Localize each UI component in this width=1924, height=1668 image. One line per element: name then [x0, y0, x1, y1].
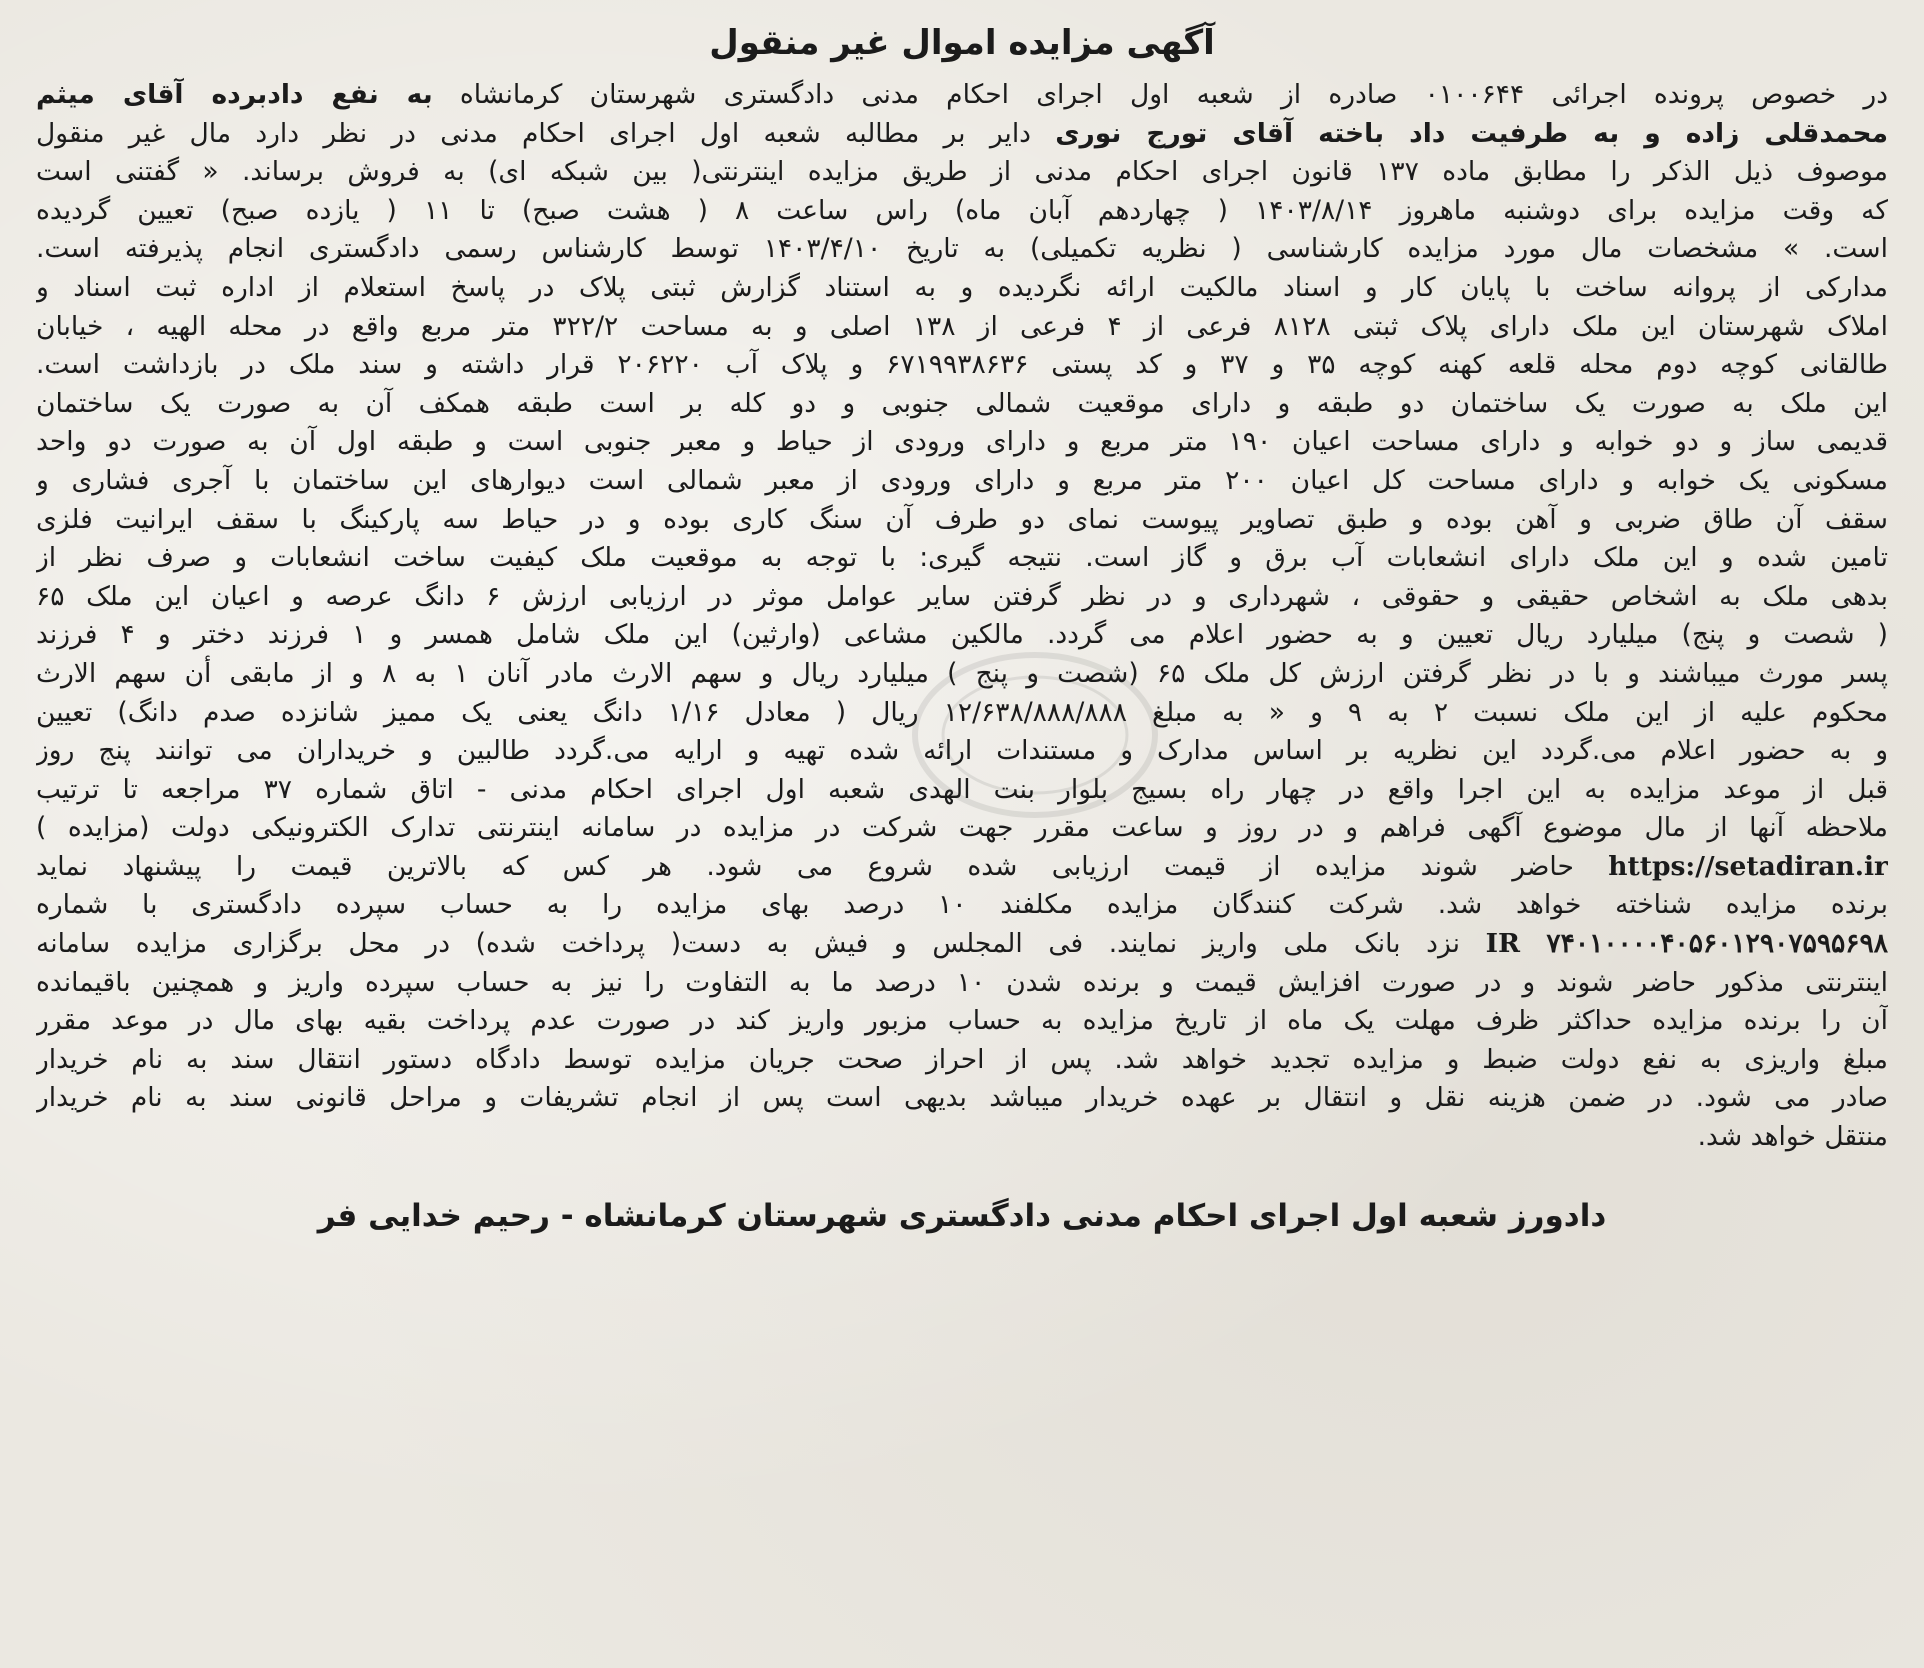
body-line-25: آن را برنده مزایده حداکثر ظرف مهلت یک ماه از تاریخ مزایده به حساب مزبور واریز کند در صورت عدم پرداخت بقیه بهای مال در موعد مقرر: [36, 1005, 1888, 1037]
body-line-21: https://setadiran.ir حاضر شوند مزایده از قیمت ارزیابی شده شروع می شود. هر کس که بالاترین قیمت را پیشنهاد نماید: [36, 850, 1888, 882]
body-line-3: موصوف ذیل الذکر را مطابق ماده ۱۳۷ قانون اجرای احکام مدنی از طریق مزایده اینترنتی( بین شبکه ای) به فروش برساند. « گفتنی است: [36, 156, 1888, 188]
body-line-11: مسکونی یک خوابه و دارای مساحت کل اعیان ۲۰۰ متر مربع و دارای ورودی از معبر شمالی است دیوارهای این ساختمان با آجری فشاری و: [36, 464, 1888, 496]
body-line-2: محمدقلی زاده و به طرفیت داد باخته آقای تورج نوری دایر بر مطالبه شعبه اول اجرای احکام مدنی در نظر دارد مال غیر منقول: [36, 117, 1888, 149]
body-line-18: و به حضور اعلام می.گردد این نظریه بر اساس مدارک و مستندات ارائه شده تهیه و ارایه می.گردد طالبین و خریداران می توانند پنج روز: [36, 735, 1888, 767]
body-line-16: پسر مورث میباشند و با در نظر گرفتن ارزش کل ملک ۶۵ (شصت و پنج ) میلیارد ریال و سهم الارث مادر آنان ۱ به ۸ و از مابقی أن سهم الارث: [36, 657, 1888, 689]
notice-body: [36, 76, 1888, 1157]
body-line-7: املاک شهرستان این ملک دارای پلاک ثبتی ۸۱۲۸ فرعی از ۴ فرعی از ۱۳۸ اصلی و به مساحت ۳۲۲/۲ متر مربع واقع در محله الهیه ، خیابان: [36, 310, 1888, 342]
body-line-13: تامین شده و این ملک دارای انشعابات آب برق و گاز است. نتیجه گیری: با توجه به موقعیت ملک کیفیت ساخت انشعابات و صرف نظر از: [36, 542, 1888, 574]
body-line-27: صادر می شود. در ضمن هزینه نقل و انتقال بر عهده خریدار میباشد بدیهی است پس از انجام تشریفات و مراحل قانونی سند به نام خریدار: [36, 1082, 1888, 1114]
auction-notice: [36, 14, 1888, 1241]
notice-signature: دادورز شعبه اول اجرای احکام مدنی دادگستری شهرستان کرمانشاه - رحیم خدایی فر: [317, 1197, 1607, 1234]
notice-title: آگهی مزایده اموال غیر منقول: [709, 23, 1215, 63]
body-line-23: IR ۷۴۰۱۰۰۰۰۴۰۵۶۰۱۲۹۰۷۵۹۵۶۹۸ نزد بانک ملی واریز نمایند. فی المجلس و فیش به دست( پرداخت شده) در محل برگزاری مزایده سامانه: [36, 928, 1888, 960]
body-line-8: طالقانی کوچه دوم محله قلعه کهنه کوچه ۳۵ و ۳۷ و کد پستی ۶۷۱۹۹۳۸۶۳۶ و پلاک آب ۲۰۶۲۲۰ قرار داشته و سند ملک در بازداشت است.: [36, 349, 1888, 381]
body-line-14: بدهی ملک به اشخاص حقیقی و حقوقی ، شهرداری و در نظر گرفتن سایر عوامل موثر در ارزیابی ارزش ۶ دانگ عرصه و اعیان این ملک ۶۵: [36, 580, 1888, 612]
body-line-12: سقف آن طاق ضربی و آهن بوده و طبق تصاویر پیوست نمای دو طرف آن سنگ کاری بوده و در حیاط سه پارکینگ با سقف ایرانیت فلزی: [36, 503, 1888, 535]
bank-account-number: IR ۷۴۰۱۰۰۰۰۴۰۵۶۰۱۲۹۰۷۵۹۵۶۹۸: [1485, 928, 1888, 960]
body-line-6: مدارکی از پروانه ساخت با پایان کار و اسناد مالکیت ارائه نگردیده و به استناد گزارش ثبتی پلاک در پاسخ استعلام از اداره ثبت اسناد و: [36, 271, 1888, 303]
body-line-28: منتقل خواهد شد.: [1697, 1121, 1888, 1153]
body-line-10: قدیمی ساز و دو خوابه و دارای مساحت اعیان ۱۹۰ متر مربع و دارای ورودی از حیاط و معبر جنوبی است و طبقه اول آن به صورت دو واحد: [36, 426, 1888, 458]
body-line-5: است. » مشخصات مال مورد مزایده کارشناسی ( نظریه تکمیلی) به تاریخ ۱۴۰۳/۴/۱۰ توسط کارشناس رسمی دادگستری انجام پذیرفته است.: [36, 233, 1888, 265]
body-line-9: این ملک به صورت یک ساختمان دو طبقه و دارای موقعیت شمالی جنوبی و دو کله بر است طبقه همکف آن به صورت یک ساختمان: [36, 387, 1888, 419]
auction-website-url: https://setadiran.ir: [1608, 850, 1888, 882]
body-line-19: قبل از موعد مزایده به این اجرا واقع در چهار راه بسیج بلوار بنت الهدی شعبه اول اجرای احکام مدنی - اتاق شماره ۳۷ مراجعه تا ترتیب: [36, 773, 1888, 805]
body-line-17: محکوم علیه از این ملک نسبت ۲ به ۹ و « به مبلغ ۱۲/۶۳۸/۸۸۸/۸۸۸ ریال ( معادل ۱/۱۶ دانگ یعنی یک ممیز شانزده صدم دانگ) تعیین: [36, 696, 1888, 728]
body-line-24: اینترنتی مذکور حاضر شوند و در صورت افزایش قیمت و برنده شدن ۱۰ درصد ما به التفاوت را نیز به حساب سپرده واریز و همچنین باقیمانده: [36, 966, 1888, 998]
body-line-15: ( شصت و پنج) میلیارد ریال تعیین و به حضور اعلام می گردد. مالکین مشاعی (وارثین) این ملک شامل همسر و ۱ فرزند دختر و ۴ فرزند: [36, 619, 1888, 651]
body-line-1: در خصوص پرونده اجرائی ۰۱۰۰۶۴۴ صادره از شعبه اول اجرای احکام مدنی دادگستری شهرستان کرمانشاه به نفع دادبرده آقای میثم: [36, 79, 1888, 110]
body-line-26: مبلغ واریزی به نفع دولت ضبط و مزایده تجدید خواهد شد. پس از احراز صحت جریان مزایده توسط دادگاه دستور انتقال سند به نام خریدار: [36, 1043, 1888, 1075]
body-line-20: ملاحظه آنها از مال موضوع آگهی فراهم و در روز و ساعت مقرر جهت شرکت در مزایده در سامانه اینترنتی تدارک الکترونیکی دولت (مزایده ): [36, 812, 1888, 844]
body-line-22: برنده مزایده شناخته خواهد شد. شرکت کنندگان مزایده مکلفند ۱۰ درصد بهای مزایده را به حساب سپرده دادگستری با شماره: [36, 889, 1888, 921]
body-line-4: که وقت مزایده برای دوشنبه ماهروز ۱۴۰۳/۸/۱۴ ( چهاردهم آبان ماه) راس ساعت ۸ ( هشت صبح) تا ۱۱ ( یازده صبح) تعیین گردیده: [36, 194, 1888, 226]
